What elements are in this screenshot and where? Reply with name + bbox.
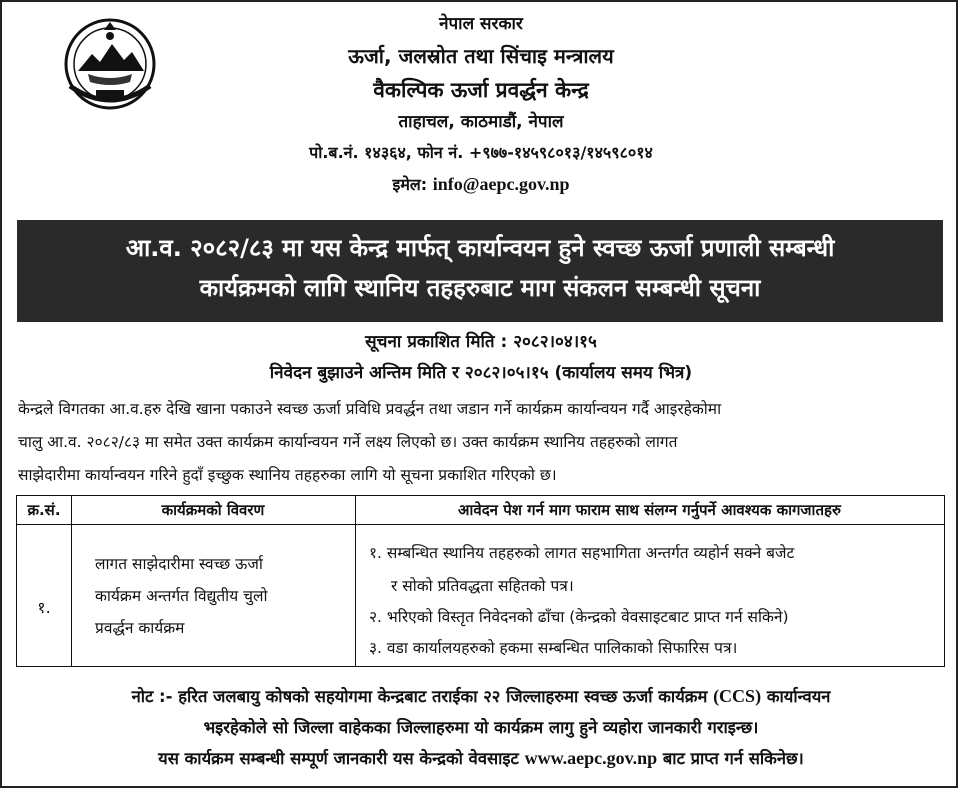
- table-cell-description-line: कार्यक्रम अन्तर्गत विद्युतीय चुलो: [95, 587, 268, 605]
- website-link[interactable]: www.aepc.gov.np: [524, 748, 658, 768]
- email-line: [2, 173, 958, 195]
- contact-info: पो.ब.नं. १४३६४, फोन नं. +९७७-१४५९८०१३/१४५९८०१४: [309, 143, 653, 162]
- note-text: यस कार्यक्रम सम्बन्धी सम्पूर्ण जानकारी यस केन्द्रको वेवसाइट: [158, 749, 519, 768]
- office-address: ताहाचल, काठमाडौं, नेपाल: [398, 112, 564, 132]
- required-document-item: २. भरिएको विस्तृत निवेदनको ढाँचा (केन्द्रको वेवसाइटबाट प्राप्त गर्न सकिने): [369, 608, 789, 626]
- government-name: नेपाल सरकार: [439, 14, 523, 34]
- note-line2: भइरहेकोले सो जिल्ला वाहेकका जिल्लाहरुमा यो कार्यक्रम लागु हुने व्यहोरा जानकारी गराइन्छ।: [203, 718, 759, 737]
- table-header-divider: [17, 524, 944, 525]
- email-link[interactable]: info@aepc.gov.np: [432, 174, 570, 194]
- table-cell-description-line: प्रवर्द्धन कार्यक्रम: [95, 619, 185, 637]
- published-date: सूचना प्रकाशित मिति : २०८२।०४।१५: [365, 332, 597, 352]
- note-text: नोट :- हरित जलबायु कोषको सहयोगमा केन्द्रबाट तराईका २२ जिल्लाहरुमा स्वच्छ ऊर्जा कार्यक्रम: [131, 687, 708, 706]
- note-text: बाट प्राप्त गर्न सकिनेछ।: [662, 749, 804, 768]
- email-label: इमेल:: [392, 175, 428, 194]
- notice-title-line2: कार्यक्रमको लागि स्थानिय तहहरुबाट माग संकलन सम्बन्धी सूचना: [199, 274, 761, 302]
- body-text-line: चालु आ.व. २०८२/८३ मा समेत उक्त कार्यक्रम कार्यान्वयन गर्ने लक्ष्य लिएको छ। उक्त कार्यक्रम स्थानिय तहहरुको लागत: [18, 433, 678, 451]
- note-line1: [2, 684, 958, 707]
- column-header-documents: आवेदन पेश गर्न माग फाराम साथ संलग्न गर्नुपर्ने आवश्यक कागजातहरु: [458, 501, 841, 519]
- application-deadline: निवेदन बुझाउने अन्तिम मिति र २०८२।०५।१५ (कार्यालय समय भित्र): [269, 363, 693, 383]
- ministry-name: ऊर्जा, जलस्रोत तथा सिंचाइ मन्त्रालय: [348, 44, 614, 68]
- table-cell-sn: १.: [37, 598, 51, 617]
- required-document-item: र सोको प्रतिवद्धता सहितको पत्र।: [391, 577, 574, 595]
- note-text: कार्यान्वयन: [766, 687, 831, 706]
- body-text-line: साझेदारीमा कार्यान्वयन गरिने हुदाँ इच्छुक स्थानिय तहहरुका लागि यो सूचना प्रकाशित गरिएको छ।: [18, 466, 557, 484]
- required-document-item: ३. वडा कार्यालयहरुको हकमा सम्बन्धित पालिकाको सिफारिस पत्र।: [369, 639, 738, 657]
- ccs-label: (CCS): [713, 686, 762, 706]
- notice-title-line1: आ.व. २०८२/८३ मा यस केन्द्र मार्फत् कार्यान्वयन हुने स्वच्छ ऊर्जा प्रणाली सम्बन्धी: [125, 234, 835, 262]
- required-document-item: १. सम्बन्धित स्थानिय तहहरुको लागत सहभागिता अन्तर्गत व्यहोर्न सक्ने बजेट: [369, 544, 795, 562]
- table-cell-description-line: लागत साझेदारीमा स्वच्छ ऊर्जा: [95, 555, 263, 573]
- column-header-description: कार्यक्रमको विवरण: [161, 501, 265, 519]
- centre-name: वैकल्पिक ऊर्जा प्रवर्द्धन केन्द्र: [373, 78, 589, 102]
- requirements-table: [16, 495, 945, 667]
- body-text-line: केन्द्रले विगतका आ.व.हरु देखि खाना पकाउने स्वच्छ ऊर्जा प्रविधि प्रवर्द्धन तथा जडान गर्ने कार्यक्रम कार्यान्वयन गर्दै आइरहेकोमा: [18, 400, 722, 418]
- note-line3: [2, 746, 958, 769]
- column-header-sn: क्र.सं.: [27, 501, 61, 519]
- notice-title-banner: [17, 220, 943, 322]
